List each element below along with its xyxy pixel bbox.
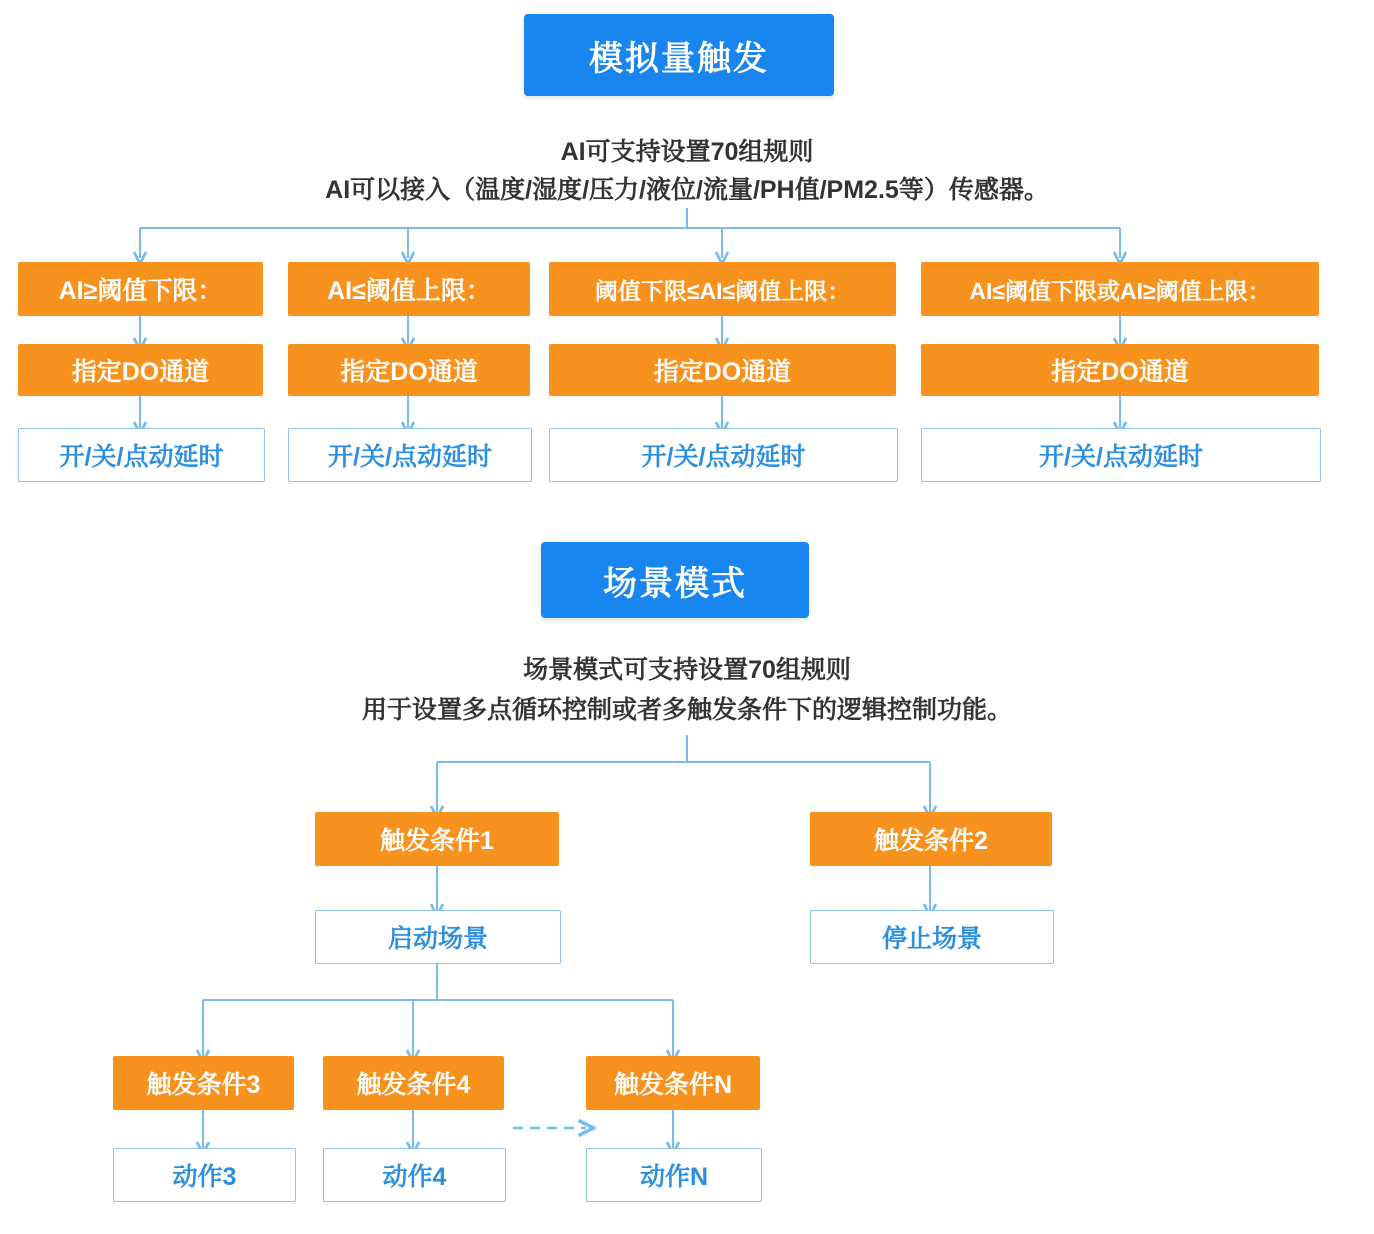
analog-trigger-description-line1: AI可支持设置70组规则 (560, 138, 814, 166)
do-channel-box-3[interactable]: 指定DO通道 (549, 344, 896, 396)
section-title-analog-trigger: 模拟量触发 (524, 14, 834, 96)
do-channel-box-1[interactable]: 指定DO通道 (18, 344, 263, 396)
stop-scene-box[interactable]: 停止场景 (810, 910, 1054, 964)
trigger-condition-3-box[interactable]: 触发条件3 (113, 1056, 294, 1110)
scene-mode-description-line2: 用于设置多点循环控制或者多触发条件下的逻辑控制功能。 (361, 696, 1012, 724)
condition-box-4[interactable]: AI≤阈值下限或AI≥阈值上限： (921, 262, 1319, 316)
trigger-condition-2-box[interactable]: 触发条件2 (810, 812, 1052, 866)
do-channel-box-2[interactable]: 指定DO通道 (288, 344, 530, 396)
scene-mode-description-line1: 场景模式可支持设置70组规则 (523, 656, 851, 684)
action-4-box[interactable]: 动作4 (323, 1148, 506, 1202)
condition-box-2[interactable]: AI≤阈值上限： (288, 262, 530, 316)
trigger-condition-1-box[interactable]: 触发条件1 (315, 812, 559, 866)
analog-trigger-description-line2: AI可以接入（温度/湿度/压力/液位/流量/PH值/PM2.5等）传感器。 (325, 176, 1049, 204)
action-box-3[interactable]: 开/关/点动延时 (549, 428, 898, 482)
do-channel-box-4[interactable]: 指定DO通道 (921, 344, 1319, 396)
section-title-scene-mode: 场景模式 (541, 542, 809, 618)
action-box-1[interactable]: 开/关/点动延时 (18, 428, 265, 482)
action-3-box[interactable]: 动作3 (113, 1148, 296, 1202)
condition-box-3[interactable]: 阈值下限≤AI≤阈值上限： (549, 262, 896, 316)
action-box-4[interactable]: 开/关/点动延时 (921, 428, 1321, 482)
start-scene-box[interactable]: 启动场景 (315, 910, 561, 964)
trigger-condition-n-box[interactable]: 触发条件N (586, 1056, 760, 1110)
action-n-box[interactable]: 动作N (586, 1148, 762, 1202)
action-box-2[interactable]: 开/关/点动延时 (288, 428, 532, 482)
condition-box-1[interactable]: AI≥阈值下限： (18, 262, 263, 316)
trigger-condition-4-box[interactable]: 触发条件4 (323, 1056, 504, 1110)
